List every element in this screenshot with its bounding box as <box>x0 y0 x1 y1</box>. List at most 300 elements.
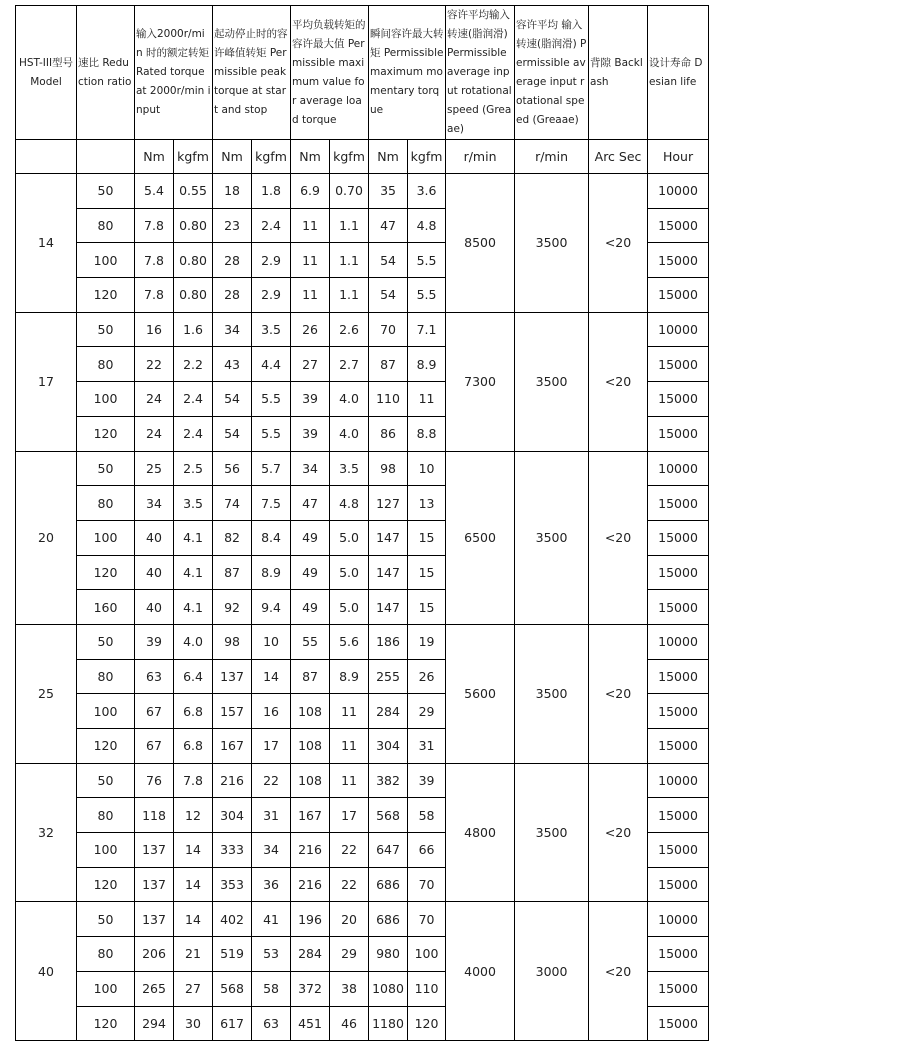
value-cell: 4.1 <box>174 590 213 625</box>
value-cell: 0.80 <box>174 278 213 313</box>
value-cell: 372 <box>291 971 330 1006</box>
value-cell: 5.4 <box>135 174 174 209</box>
value-cell: 5.5 <box>408 243 446 278</box>
value-cell: 100 <box>408 937 446 972</box>
ratio-cell: 100 <box>77 971 135 1006</box>
value-cell: 38 <box>330 971 369 1006</box>
backlash-cell: <20 <box>589 902 648 1041</box>
spec-table <box>15 5 709 1041</box>
ratio-cell: 160 <box>77 590 135 625</box>
life-cell: 15000 <box>648 590 709 625</box>
ratio-cell: 120 <box>77 729 135 764</box>
value-cell: 5.0 <box>330 555 369 590</box>
life-cell: 15000 <box>648 486 709 521</box>
value-cell: 8.9 <box>330 659 369 694</box>
life-cell: 10000 <box>648 902 709 937</box>
value-cell: 70 <box>369 312 408 347</box>
value-cell: 15 <box>408 590 446 625</box>
value-cell: 8.4 <box>252 520 291 555</box>
value-cell: 34 <box>252 833 291 868</box>
value-cell: 16 <box>135 312 174 347</box>
value-cell: 157 <box>213 694 252 729</box>
table-row <box>16 174 709 209</box>
unit-kgfm: kgfm <box>174 140 213 174</box>
unit-kgfm: kgfm <box>330 140 369 174</box>
value-cell: 8.9 <box>408 347 446 382</box>
value-cell: 12 <box>174 798 213 833</box>
value-cell: 31 <box>408 729 446 764</box>
value-cell: 6.8 <box>174 694 213 729</box>
value-cell: 216 <box>291 833 330 868</box>
value-cell: 284 <box>369 694 408 729</box>
value-cell: 294 <box>135 1006 174 1041</box>
value-cell: 40 <box>135 520 174 555</box>
value-cell: 1180 <box>369 1006 408 1041</box>
value-cell: 3.5 <box>330 451 369 486</box>
unit-empty <box>16 140 77 174</box>
value-cell: 11 <box>408 382 446 417</box>
value-cell: 55 <box>291 624 330 659</box>
value-cell: 7.8 <box>174 763 213 798</box>
value-cell: 70 <box>408 867 446 902</box>
value-cell: 82 <box>213 520 252 555</box>
value-cell: 1.6 <box>174 312 213 347</box>
value-cell: 54 <box>369 278 408 313</box>
ratio-cell: 50 <box>77 902 135 937</box>
value-cell: 167 <box>291 798 330 833</box>
value-cell: 137 <box>213 659 252 694</box>
value-cell: 1080 <box>369 971 408 1006</box>
speed-cell: 4800 <box>446 763 515 902</box>
model-cell: 17 <box>16 312 77 451</box>
value-cell: 54 <box>213 382 252 417</box>
value-cell: 36 <box>252 867 291 902</box>
value-cell: 17 <box>252 729 291 764</box>
value-cell: 7.8 <box>135 243 174 278</box>
value-cell: 6.9 <box>291 174 330 209</box>
header-row <box>16 6 709 140</box>
header-backlash: 背隙 Backlash <box>589 6 648 140</box>
value-cell: 43 <box>213 347 252 382</box>
value-cell: 27 <box>291 347 330 382</box>
value-cell: 23 <box>213 208 252 243</box>
header-avg-input-speed-2: 容许平均 输入转速(脂润滑) Permissible average input rotational speed (Greaae) <box>515 6 589 140</box>
value-cell: 2.2 <box>174 347 213 382</box>
value-cell: 13 <box>408 486 446 521</box>
life-cell: 10000 <box>648 624 709 659</box>
unit-kgfm: kgfm <box>408 140 446 174</box>
value-cell: 5.0 <box>330 590 369 625</box>
life-cell: 15000 <box>648 243 709 278</box>
value-cell: 41 <box>252 902 291 937</box>
life-cell: 15000 <box>648 347 709 382</box>
value-cell: 14 <box>252 659 291 694</box>
value-cell: 34 <box>291 451 330 486</box>
value-cell: 110 <box>369 382 408 417</box>
ratio-cell: 50 <box>77 451 135 486</box>
value-cell: 1.1 <box>330 208 369 243</box>
value-cell: 3.5 <box>174 486 213 521</box>
value-cell: 120 <box>408 1006 446 1041</box>
value-cell: 15 <box>408 520 446 555</box>
value-cell: 34 <box>135 486 174 521</box>
value-cell: 110 <box>408 971 446 1006</box>
unit-nm: Nm <box>135 140 174 174</box>
speed-cell: 8500 <box>446 174 515 313</box>
value-cell: 1.1 <box>330 243 369 278</box>
value-cell: 137 <box>135 902 174 937</box>
value-cell: 617 <box>213 1006 252 1041</box>
value-cell: 29 <box>330 937 369 972</box>
ratio-cell: 80 <box>77 347 135 382</box>
value-cell: 54 <box>213 416 252 451</box>
value-cell: 25 <box>135 451 174 486</box>
value-cell: 2.7 <box>330 347 369 382</box>
life-cell: 15000 <box>648 694 709 729</box>
value-cell: 167 <box>213 729 252 764</box>
value-cell: 63 <box>252 1006 291 1041</box>
value-cell: 98 <box>213 624 252 659</box>
value-cell: 76 <box>135 763 174 798</box>
value-cell: 66 <box>408 833 446 868</box>
life-cell: 15000 <box>648 867 709 902</box>
value-cell: 28 <box>213 278 252 313</box>
value-cell: 0.70 <box>330 174 369 209</box>
value-cell: 5.6 <box>330 624 369 659</box>
value-cell: 5.5 <box>252 382 291 417</box>
value-cell: 2.4 <box>174 382 213 417</box>
value-cell: 4.0 <box>174 624 213 659</box>
value-cell: 1.1 <box>330 278 369 313</box>
header-model: HST-III型号 Model <box>16 6 77 140</box>
value-cell: 333 <box>213 833 252 868</box>
value-cell: 10 <box>252 624 291 659</box>
header-momentary-torque: 瞬间容许最大转矩 Permissible maximum momentary torque <box>369 6 446 140</box>
ratio-cell: 80 <box>77 798 135 833</box>
speed-cell: 4000 <box>446 902 515 1041</box>
value-cell: 402 <box>213 902 252 937</box>
value-cell: 87 <box>213 555 252 590</box>
ratio-cell: 50 <box>77 624 135 659</box>
speed-cell: 3000 <box>515 902 589 1041</box>
value-cell: 147 <box>369 590 408 625</box>
value-cell: 137 <box>135 867 174 902</box>
ratio-cell: 50 <box>77 312 135 347</box>
unit-arcsec: Arc Sec <box>589 140 648 174</box>
value-cell: 216 <box>213 763 252 798</box>
value-cell: 5.5 <box>252 416 291 451</box>
value-cell: 87 <box>369 347 408 382</box>
ratio-cell: 80 <box>77 659 135 694</box>
value-cell: 2.9 <box>252 243 291 278</box>
value-cell: 186 <box>369 624 408 659</box>
value-cell: 11 <box>330 729 369 764</box>
unit-nm: Nm <box>291 140 330 174</box>
backlash-cell: <20 <box>589 174 648 313</box>
value-cell: 4.1 <box>174 520 213 555</box>
life-cell: 15000 <box>648 416 709 451</box>
unit-hour: Hour <box>648 140 709 174</box>
speed-cell: 3500 <box>515 624 589 763</box>
value-cell: 5.5 <box>408 278 446 313</box>
value-cell: 7.8 <box>135 278 174 313</box>
value-cell: 11 <box>291 278 330 313</box>
value-cell: 568 <box>213 971 252 1006</box>
table-row <box>16 312 709 347</box>
speed-cell: 5600 <box>446 624 515 763</box>
model-cell: 20 <box>16 451 77 624</box>
backlash-cell: <20 <box>589 312 648 451</box>
value-cell: 24 <box>135 382 174 417</box>
value-cell: 16 <box>252 694 291 729</box>
speed-cell: 3500 <box>515 312 589 451</box>
value-cell: 147 <box>369 555 408 590</box>
value-cell: 49 <box>291 520 330 555</box>
value-cell: 127 <box>369 486 408 521</box>
value-cell: 7.1 <box>408 312 446 347</box>
value-cell: 87 <box>291 659 330 694</box>
life-cell: 15000 <box>648 659 709 694</box>
value-cell: 8.9 <box>252 555 291 590</box>
value-cell: 18 <box>213 174 252 209</box>
ratio-cell: 120 <box>77 555 135 590</box>
value-cell: 29 <box>408 694 446 729</box>
value-cell: 265 <box>135 971 174 1006</box>
ratio-cell: 100 <box>77 520 135 555</box>
value-cell: 980 <box>369 937 408 972</box>
ratio-cell: 80 <box>77 937 135 972</box>
value-cell: 568 <box>369 798 408 833</box>
ratio-cell: 80 <box>77 486 135 521</box>
value-cell: 92 <box>213 590 252 625</box>
value-cell: 108 <box>291 694 330 729</box>
value-cell: 34 <box>213 312 252 347</box>
speed-cell: 6500 <box>446 451 515 624</box>
value-cell: 2.4 <box>174 416 213 451</box>
speed-cell: 3500 <box>515 451 589 624</box>
life-cell: 15000 <box>648 278 709 313</box>
speed-cell: 3500 <box>515 763 589 902</box>
value-cell: 2.5 <box>174 451 213 486</box>
value-cell: 196 <box>291 902 330 937</box>
ratio-cell: 120 <box>77 867 135 902</box>
value-cell: 353 <box>213 867 252 902</box>
value-cell: 11 <box>330 694 369 729</box>
unit-kgfm: kgfm <box>252 140 291 174</box>
value-cell: 284 <box>291 937 330 972</box>
header-peak-torque: 起动停止时的容许峰值转矩 Permissible peak torque at start and stop <box>213 6 291 140</box>
life-cell: 15000 <box>648 208 709 243</box>
value-cell: 70 <box>408 902 446 937</box>
value-cell: 519 <box>213 937 252 972</box>
value-cell: 8.8 <box>408 416 446 451</box>
value-cell: 28 <box>213 243 252 278</box>
value-cell: 108 <box>291 763 330 798</box>
ratio-cell: 100 <box>77 382 135 417</box>
value-cell: 4.8 <box>330 486 369 521</box>
value-cell: 39 <box>135 624 174 659</box>
ratio-cell: 80 <box>77 208 135 243</box>
life-cell: 10000 <box>648 312 709 347</box>
life-cell: 15000 <box>648 382 709 417</box>
ratio-cell: 100 <box>77 694 135 729</box>
value-cell: 40 <box>135 590 174 625</box>
backlash-cell: <20 <box>589 763 648 902</box>
life-cell: 15000 <box>648 1006 709 1041</box>
value-cell: 15 <box>408 555 446 590</box>
unit-row <box>16 140 709 174</box>
value-cell: 7.5 <box>252 486 291 521</box>
value-cell: 35 <box>369 174 408 209</box>
life-cell: 15000 <box>648 555 709 590</box>
value-cell: 39 <box>291 416 330 451</box>
life-cell: 10000 <box>648 763 709 798</box>
life-cell: 10000 <box>648 451 709 486</box>
header-life: 设计寿命 Desian life <box>648 6 709 140</box>
value-cell: 98 <box>369 451 408 486</box>
value-cell: 19 <box>408 624 446 659</box>
value-cell: 4.1 <box>174 555 213 590</box>
value-cell: 39 <box>408 763 446 798</box>
value-cell: 67 <box>135 694 174 729</box>
value-cell: 0.80 <box>174 208 213 243</box>
value-cell: 40 <box>135 555 174 590</box>
value-cell: 0.55 <box>174 174 213 209</box>
unit-nm: Nm <box>369 140 408 174</box>
value-cell: 11 <box>330 763 369 798</box>
value-cell: 382 <box>369 763 408 798</box>
value-cell: 216 <box>291 867 330 902</box>
value-cell: 2.6 <box>330 312 369 347</box>
value-cell: 14 <box>174 833 213 868</box>
model-cell: 14 <box>16 174 77 313</box>
value-cell: 67 <box>135 729 174 764</box>
value-cell: 24 <box>135 416 174 451</box>
value-cell: 118 <box>135 798 174 833</box>
header-avg-load-torque: 平均负载转矩的容许最大值 Permissible maximum value for average load torque <box>291 6 369 140</box>
value-cell: 58 <box>252 971 291 1006</box>
value-cell: 20 <box>330 902 369 937</box>
value-cell: 4.8 <box>408 208 446 243</box>
value-cell: 63 <box>135 659 174 694</box>
value-cell: 22 <box>330 867 369 902</box>
ratio-cell: 100 <box>77 243 135 278</box>
value-cell: 10 <box>408 451 446 486</box>
value-cell: 4.4 <box>252 347 291 382</box>
value-cell: 686 <box>369 867 408 902</box>
header-rated-torque: 输入2000r/min 时的额定转矩 Rated torque at 2000r/min input <box>135 6 213 140</box>
value-cell: 22 <box>135 347 174 382</box>
unit-rmin: r/min <box>446 140 515 174</box>
value-cell: 686 <box>369 902 408 937</box>
value-cell: 304 <box>213 798 252 833</box>
model-cell: 25 <box>16 624 77 763</box>
value-cell: 53 <box>252 937 291 972</box>
table-row <box>16 624 709 659</box>
value-cell: 4.0 <box>330 416 369 451</box>
value-cell: 451 <box>291 1006 330 1041</box>
table-row <box>16 902 709 937</box>
model-cell: 40 <box>16 902 77 1041</box>
speed-cell: 7300 <box>446 312 515 451</box>
value-cell: 304 <box>369 729 408 764</box>
value-cell: 26 <box>408 659 446 694</box>
value-cell: 1.8 <box>252 174 291 209</box>
value-cell: 47 <box>369 208 408 243</box>
value-cell: 11 <box>291 208 330 243</box>
value-cell: 54 <box>369 243 408 278</box>
ratio-cell: 100 <box>77 833 135 868</box>
value-cell: 56 <box>213 451 252 486</box>
value-cell: 47 <box>291 486 330 521</box>
value-cell: 5.7 <box>252 451 291 486</box>
value-cell: 17 <box>330 798 369 833</box>
value-cell: 0.80 <box>174 243 213 278</box>
value-cell: 74 <box>213 486 252 521</box>
table-row <box>16 451 709 486</box>
value-cell: 22 <box>330 833 369 868</box>
value-cell: 6.4 <box>174 659 213 694</box>
backlash-cell: <20 <box>589 451 648 624</box>
value-cell: 647 <box>369 833 408 868</box>
backlash-cell: <20 <box>589 624 648 763</box>
table-body <box>16 174 709 1041</box>
value-cell: 14 <box>174 902 213 937</box>
ratio-cell: 50 <box>77 174 135 209</box>
value-cell: 147 <box>369 520 408 555</box>
table-row <box>16 763 709 798</box>
unit-empty <box>77 140 135 174</box>
value-cell: 49 <box>291 590 330 625</box>
value-cell: 30 <box>174 1006 213 1041</box>
value-cell: 31 <box>252 798 291 833</box>
value-cell: 58 <box>408 798 446 833</box>
value-cell: 255 <box>369 659 408 694</box>
life-cell: 15000 <box>648 971 709 1006</box>
header-avg-input-speed: 容许平均输入转速(脂润滑) Permissible average input rotational speed (Greaae) <box>446 6 515 140</box>
value-cell: 39 <box>291 382 330 417</box>
value-cell: 26 <box>291 312 330 347</box>
value-cell: 22 <box>252 763 291 798</box>
value-cell: 14 <box>174 867 213 902</box>
value-cell: 86 <box>369 416 408 451</box>
life-cell: 15000 <box>648 520 709 555</box>
ratio-cell: 50 <box>77 763 135 798</box>
life-cell: 10000 <box>648 174 709 209</box>
ratio-cell: 120 <box>77 278 135 313</box>
life-cell: 15000 <box>648 798 709 833</box>
unit-rmin: r/min <box>515 140 589 174</box>
value-cell: 49 <box>291 555 330 590</box>
ratio-cell: 120 <box>77 1006 135 1041</box>
value-cell: 46 <box>330 1006 369 1041</box>
life-cell: 15000 <box>648 833 709 868</box>
value-cell: 206 <box>135 937 174 972</box>
value-cell: 21 <box>174 937 213 972</box>
model-cell: 32 <box>16 763 77 902</box>
value-cell: 2.9 <box>252 278 291 313</box>
value-cell: 11 <box>291 243 330 278</box>
value-cell: 3.5 <box>252 312 291 347</box>
unit-nm: Nm <box>213 140 252 174</box>
speed-cell: 3500 <box>515 174 589 313</box>
value-cell: 137 <box>135 833 174 868</box>
value-cell: 5.0 <box>330 520 369 555</box>
value-cell: 27 <box>174 971 213 1006</box>
value-cell: 2.4 <box>252 208 291 243</box>
ratio-cell: 120 <box>77 416 135 451</box>
value-cell: 9.4 <box>252 590 291 625</box>
